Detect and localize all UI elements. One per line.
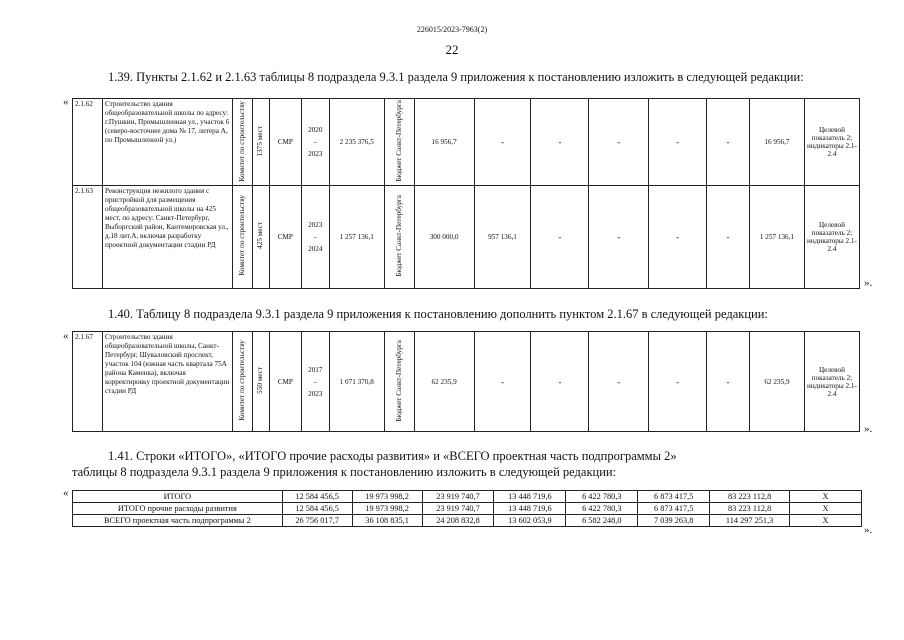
- total: 62 235,9: [750, 332, 805, 432]
- value-2: 957 136,1: [474, 185, 531, 288]
- row-label: ВСЕГО проектная часть подпрограммы 2: [73, 515, 283, 527]
- value-6: -: [707, 185, 750, 288]
- item-name: Строительство здания общеобразовательной школы по адресу: г.Пушкин, Промышленная ул., участок 6 (северо-восточнее дома № 17, литера А, по Промышленной ул.): [102, 99, 232, 186]
- cell: Х: [790, 515, 862, 527]
- year-to: 2024: [308, 244, 323, 253]
- cell: 13 448 719,6: [494, 491, 566, 503]
- value-5: -: [649, 332, 707, 432]
- budget: Бюджет Санкт-Петербурга: [394, 100, 403, 182]
- value-5: -: [649, 99, 707, 186]
- cell: 6 422 780,3: [566, 503, 638, 515]
- year-to: 2023: [308, 149, 323, 158]
- year-sep: –: [313, 137, 318, 146]
- table-row: [73, 99, 860, 186]
- table-row: [73, 185, 860, 288]
- item-code: 2.1.63: [73, 185, 103, 288]
- capacity: 425 мест: [256, 222, 265, 249]
- year-from: 2017: [308, 365, 323, 374]
- target: Целевой показатель 2; индикаторы 2.1-2.4: [804, 99, 859, 186]
- target: Целевой показатель 2; индикаторы 2.1-2.4: [804, 332, 859, 432]
- executor-cell: [232, 185, 252, 288]
- work-type: СМР: [269, 332, 301, 432]
- cell: 26 756 017,7: [282, 515, 352, 527]
- table-item-67: [72, 331, 860, 432]
- totals-table: [72, 490, 862, 527]
- years-cell: [301, 332, 329, 432]
- value-1: 16 956,7: [414, 99, 474, 186]
- capacity: 1375 мест: [256, 125, 265, 156]
- capacity: 550 мест: [256, 367, 265, 394]
- table-row: [73, 332, 860, 432]
- executor: Комитет по строительству: [237, 195, 246, 276]
- item-code: 2.1.67: [73, 332, 103, 432]
- value-2: -: [474, 332, 531, 432]
- cell: 6 422 780,3: [566, 491, 638, 503]
- budget-cell: [384, 185, 414, 288]
- executor-cell: [232, 332, 252, 432]
- cell: 23 919 740,7: [422, 491, 494, 503]
- open-quote-2: «: [63, 330, 69, 342]
- years-cell: [301, 185, 329, 288]
- value-6: -: [707, 332, 750, 432]
- open-quote-1: «: [63, 96, 69, 108]
- cost: 1 257 136,1: [329, 185, 384, 288]
- work-type: СМР: [269, 99, 301, 186]
- cell: 12 584 456,5: [282, 491, 352, 503]
- year-from: 2020: [308, 125, 323, 134]
- cell: 36 108 835,1: [352, 515, 422, 527]
- cell: 83 223 112,8: [710, 491, 790, 503]
- cell: 12 584 456,5: [282, 503, 352, 515]
- years-cell: [301, 99, 329, 186]
- open-quote-3: «: [63, 487, 69, 499]
- budget: Бюджет Санкт-Петербурга: [394, 339, 403, 422]
- capacity-cell: [252, 99, 269, 186]
- paragraph-1-40: 1.40. Таблицу 8 подраздела 9.3.1 раздела 9 приложения к постановлению дополнить пунктом 2.1.67 в следующей редакции:: [108, 307, 768, 321]
- row-label: ИТОГО прочие расходы развития: [73, 503, 283, 515]
- table-items-62-63: [72, 98, 860, 289]
- row-label: ИТОГО: [73, 491, 283, 503]
- work-type: СМР: [269, 185, 301, 288]
- document-id: 226015/2023-7963(2): [416, 25, 488, 34]
- item-code: 2.1.62: [73, 99, 103, 186]
- close-quote-2: ».: [864, 423, 873, 435]
- cell: Х: [790, 491, 862, 503]
- year-from: 2023: [308, 220, 323, 229]
- total: 1 257 136,1: [749, 185, 804, 288]
- value-5: -: [649, 185, 707, 288]
- budget: Бюджет Санкт-Петербурга: [394, 194, 403, 277]
- item-name: Строительство здания общеобразовательной школы, Санкт-Петербург, Шуваловский проспект, участок 104 (южная часть квартала 75А района Каменка), включая корректировку проектной документации стадии РД: [102, 332, 232, 432]
- paragraph-1-39: 1.39. Пункты 2.1.62 и 2.1.63 таблицы 8 подраздела 9.3.1 раздела 9 приложения к постановлению изложить в следующей редакции:: [108, 70, 804, 84]
- table-row: [73, 515, 862, 527]
- cell: 23 919 740,7: [422, 503, 494, 515]
- cost: 1 071 370,8: [329, 332, 384, 432]
- cell: 13 602 053,9: [494, 515, 566, 527]
- cell: 7 039 263,8: [638, 515, 710, 527]
- cell: 114 297 251,3: [710, 515, 790, 527]
- cell: 13 448 719,6: [494, 503, 566, 515]
- year-sep: –: [313, 232, 318, 241]
- value-1: 62 235,9: [414, 332, 474, 432]
- value-4: -: [589, 332, 649, 432]
- executor-cell: [232, 99, 252, 186]
- executor: Комитет по строительству: [237, 340, 246, 421]
- budget-cell: [384, 99, 414, 186]
- cost: 2 235 376,5: [329, 99, 384, 186]
- cell: 19 973 998,2: [352, 503, 422, 515]
- cell: 24 208 832,8: [422, 515, 494, 527]
- value-2: -: [474, 99, 531, 186]
- value-3: -: [531, 332, 589, 432]
- close-quote-1: ».: [864, 277, 873, 289]
- value-3: -: [531, 99, 589, 186]
- table-row: [73, 491, 862, 503]
- close-quote-3: ».: [864, 524, 873, 536]
- page-number: 22: [445, 42, 459, 57]
- paragraph-1-41-line-2: таблицы 8 подраздела 9.3.1 раздела 9 приложения к постановлению изложить в следующей редакции:: [72, 465, 617, 479]
- cell: 6 873 417,5: [638, 491, 710, 503]
- cell: 6 582 248,0: [566, 515, 638, 527]
- target: Целевой показатель 2; индикаторы 2.1-2.4: [804, 185, 859, 288]
- year-to: 2023: [308, 389, 323, 398]
- value-4: -: [589, 99, 649, 186]
- table-row: [73, 503, 862, 515]
- capacity-cell: [252, 332, 269, 432]
- value-1: 300 000,0: [414, 185, 474, 288]
- paragraph-1-41-line-1: 1.41. Строки «ИТОГО», «ИТОГО прочие расходы развития» и «ВСЕГО проектная часть подпрограммы 2»: [108, 449, 677, 463]
- item-name: Реконструкция нежилого здания с пристройкой для размещения общеобразовательной школы на 425 мест, по адресу: Санкт-Петербург, Выборгский район, Кантемировская ул., д.18 лит.А, включая разработку проектной документации стадии РД: [102, 185, 232, 288]
- budget-cell: [384, 332, 414, 432]
- total: 16 956,7: [749, 99, 804, 186]
- cell: Х: [790, 503, 862, 515]
- capacity-cell: [252, 185, 269, 288]
- year-sep: –: [313, 377, 318, 386]
- cell: 83 223 112,8: [710, 503, 790, 515]
- value-4: -: [589, 185, 649, 288]
- value-6: -: [707, 99, 750, 186]
- executor: Комитет по строительству: [237, 100, 246, 182]
- value-3: -: [531, 185, 589, 288]
- cell: 6 873 417,5: [638, 503, 710, 515]
- cell: 19 973 998,2: [352, 491, 422, 503]
